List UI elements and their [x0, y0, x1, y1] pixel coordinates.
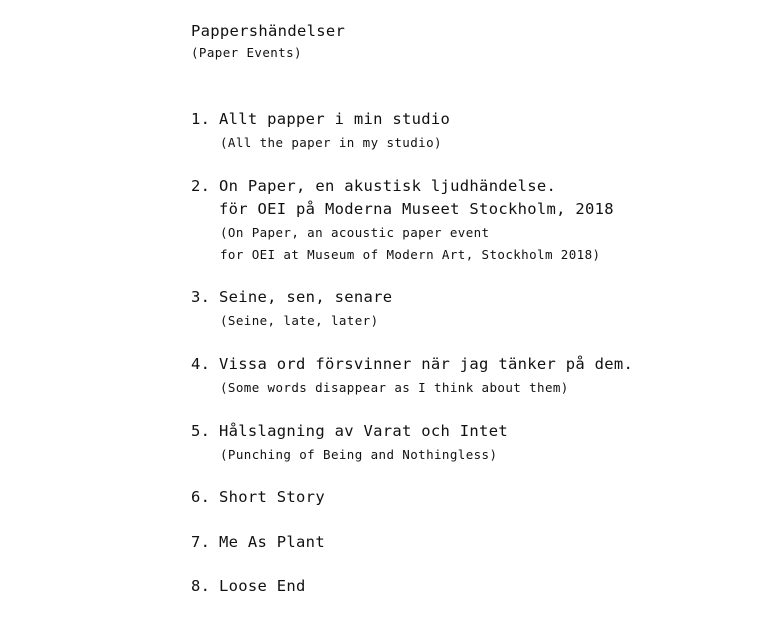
item-translation [220, 377, 751, 399]
item-title [219, 575, 306, 598]
list-item-4 [191, 353, 751, 399]
item-number: 5. [191, 422, 211, 440]
item-title-line: Allt papper i min studio [219, 110, 451, 128]
list-item-5 [191, 420, 751, 466]
item-number: 7. [191, 533, 211, 551]
item-title-line: On Paper, en akustisk ljudhändelse. [219, 177, 557, 195]
item-title-line: Me As Plant [219, 533, 325, 551]
item-translation-line: (On Paper, an acoustic paper event [220, 225, 490, 240]
item-title-line: Loose End [219, 577, 306, 595]
item-translation-line: (Seine, late, later) [220, 313, 379, 328]
item-title [219, 175, 614, 221]
list-item-6 [191, 486, 751, 509]
item-title-line: Hålslagning av Varat och Intet [219, 422, 508, 440]
item-translation [220, 222, 751, 266]
item-translation [220, 132, 751, 154]
item-title [219, 108, 450, 131]
item-title [219, 286, 392, 309]
item-title-line: Short Story [219, 488, 325, 506]
item-translation-line: for OEI at Museum of Modern Art, Stockholm 2018) [220, 247, 601, 262]
document-page [191, 20, 751, 595]
item-title-line: Seine, sen, senare [219, 288, 393, 306]
item-number: 3. [191, 288, 211, 306]
list-item-7 [191, 531, 751, 554]
list-item-3 [191, 286, 751, 332]
item-number: 1. [191, 110, 211, 128]
item-title [219, 420, 508, 443]
item-title-line: för OEI på Moderna Museet Stockholm, 2018 [219, 200, 614, 218]
list-item-2 [191, 175, 751, 266]
item-translation [220, 310, 751, 332]
item-title [219, 353, 633, 376]
item-number: 4. [191, 355, 211, 373]
item-translation-line: (Some words disappear as I think about them) [220, 380, 569, 395]
item-translation [220, 444, 751, 466]
document-subtitle: (Paper Events) [191, 45, 302, 60]
item-translation-line: (All the paper in my studio) [220, 135, 442, 150]
item-translation-line: (Punching of Being and Nothingless) [220, 447, 498, 462]
item-title-line: Vissa ord försvinner när jag tänker på dem. [219, 355, 634, 373]
item-number: 8. [191, 577, 211, 595]
item-number: 6. [191, 488, 211, 506]
item-number: 2. [191, 177, 211, 195]
document-title: Pappershändelser [191, 22, 346, 40]
item-title [219, 531, 325, 554]
list-item-1 [191, 108, 751, 154]
list-item-8 [191, 575, 751, 598]
item-title [219, 486, 325, 509]
